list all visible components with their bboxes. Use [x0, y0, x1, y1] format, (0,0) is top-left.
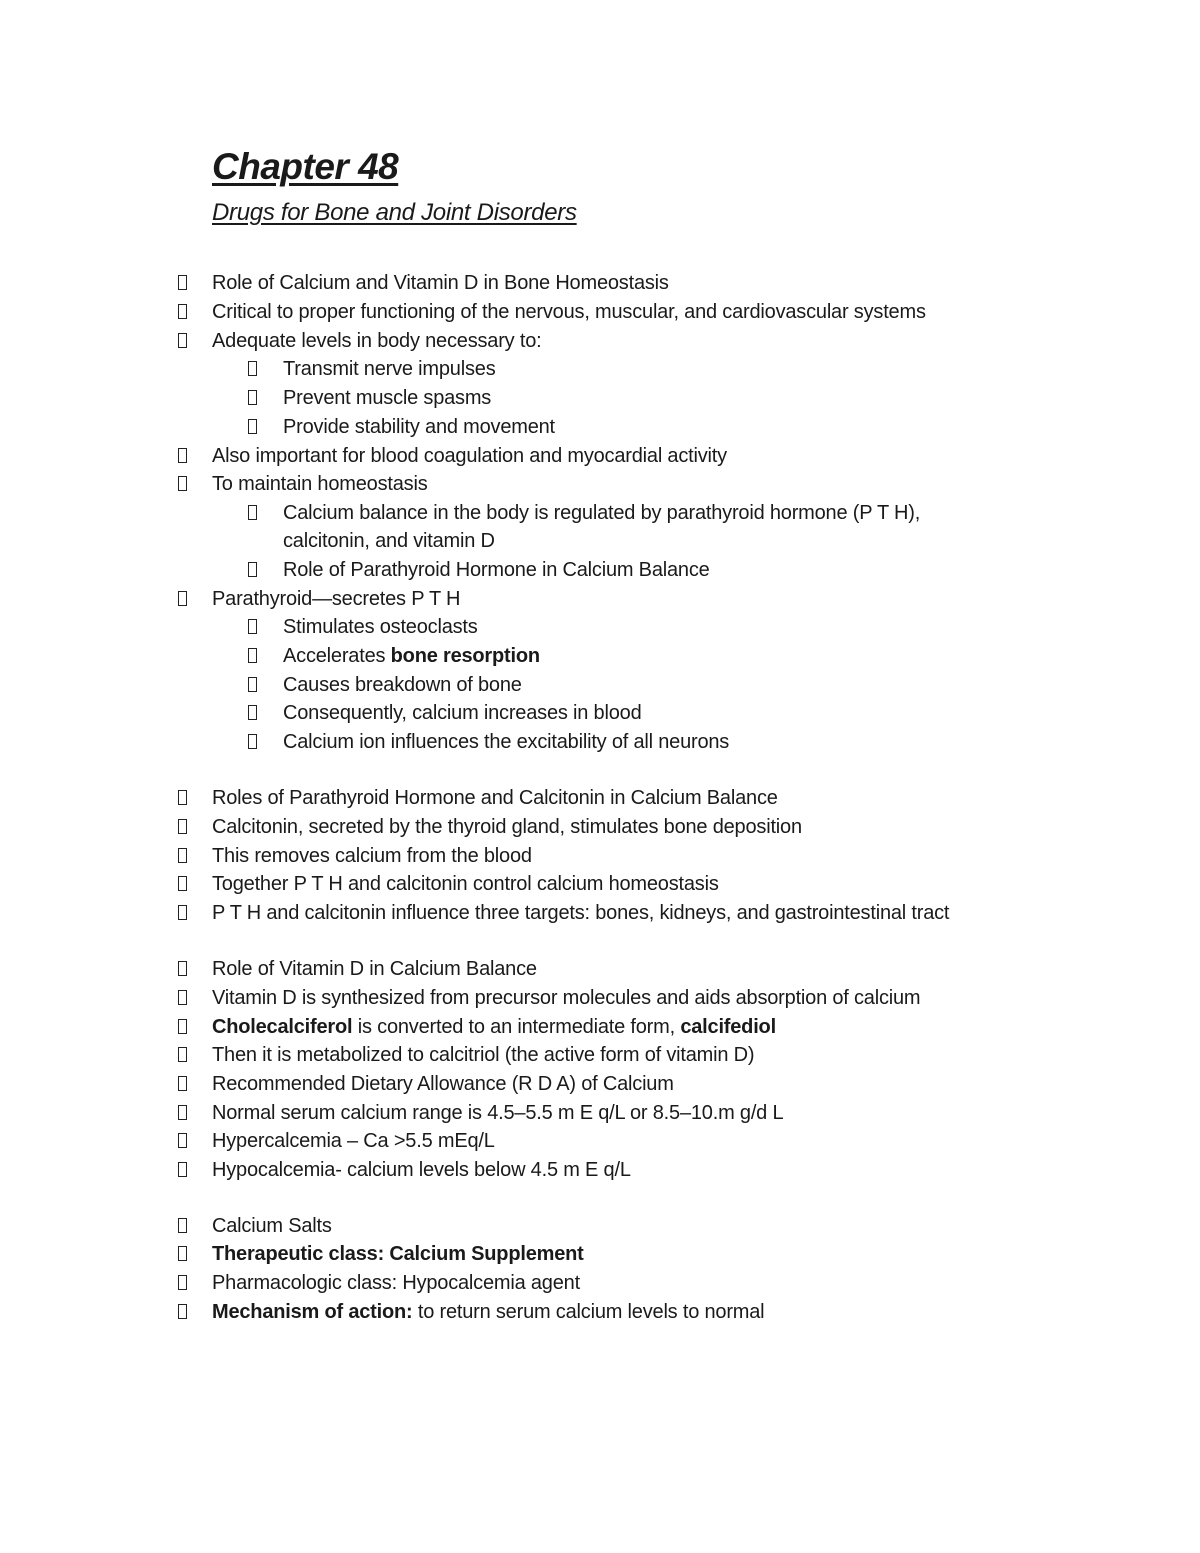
list-item — [212, 299, 926, 325]
bullet-icon — [248, 734, 257, 749]
bullet-icon — [248, 419, 257, 434]
bullet-icon — [178, 448, 187, 463]
list-item — [283, 614, 478, 640]
bullet-icon — [178, 476, 187, 491]
item-text: Role of Vitamin D in Calcium Balance — [212, 958, 537, 980]
item-text: Role of Parathyroid Hormone in Calcium Balance — [283, 559, 710, 581]
list-item — [283, 700, 642, 726]
list-item — [212, 270, 669, 296]
list-item — [212, 1299, 764, 1325]
item-text: Hypercalcemia – Ca >5.5 mEq/L — [212, 1130, 495, 1152]
list-item — [283, 643, 540, 669]
item-text: Consequently, calcium increases in blood — [283, 702, 642, 724]
bullet-icon — [178, 1105, 187, 1120]
bold-text: Cholecalciferol — [212, 1016, 353, 1038]
item-text: Adequate levels in body necessary to: — [212, 330, 542, 352]
list-item — [212, 328, 541, 354]
list-item — [212, 900, 949, 926]
list-item — [212, 1157, 631, 1183]
list-item — [212, 1241, 584, 1267]
list-item — [212, 1042, 754, 1068]
list-item — [212, 1100, 783, 1126]
item-text: Calcium ion influences the excitability of all neurons — [283, 731, 730, 753]
bullet-icon — [178, 591, 187, 606]
list-item — [283, 528, 495, 554]
item-text: Roles of Parathyroid Hormone and Calcitonin in Calcium Balance — [212, 787, 778, 809]
bullet-icon — [178, 819, 187, 834]
item-text: Transmit nerve impulses — [283, 358, 496, 380]
list-item — [212, 814, 802, 840]
bullet-icon — [178, 304, 187, 319]
item-text: Also important for blood coagulation and myocardial activity — [212, 445, 727, 467]
bullet-icon — [248, 648, 257, 663]
bullet-icon — [178, 1019, 187, 1034]
item-text: Calcitonin, secreted by the thyroid gland, stimulates bone deposition — [212, 816, 802, 838]
bullet-icon — [248, 677, 257, 692]
item-text: Recommended Dietary Allowance (R D A) of Calcium — [212, 1073, 674, 1095]
item-text: To maintain homeostasis — [212, 473, 428, 495]
item-text: P T H and calcitonin influence three targets: bones, kidneys, and gastrointestinal tract — [212, 902, 950, 924]
item-text: Parathyroid—secretes P T H — [212, 588, 461, 610]
item-text: Provide stability and movement — [283, 416, 555, 438]
item-text: is converted to an intermediate form, — [352, 1016, 681, 1038]
bullet-icon — [178, 1304, 187, 1319]
list-item — [212, 843, 532, 869]
bullet-icon — [178, 275, 187, 290]
list-item — [283, 356, 496, 382]
list-item — [283, 414, 555, 440]
item-text: This removes calcium from the blood — [212, 845, 532, 867]
bullet-icon — [248, 619, 257, 634]
bullet-icon — [178, 876, 187, 891]
bullet-icon — [178, 1218, 187, 1233]
list-item — [283, 557, 710, 583]
page-subtitle: Drugs for Bone and Joint Disorders — [212, 199, 577, 226]
item-text: Normal serum calcium range is 4.5–5.5 m E q/L or 8.5–10.m g/d L — [212, 1102, 784, 1124]
bullet-icon — [178, 1246, 187, 1261]
page-title: Chapter 48 — [212, 146, 399, 187]
list-item — [283, 729, 729, 755]
list-item — [212, 956, 537, 982]
bold-text: Mechanism of action: — [212, 1301, 413, 1323]
bullet-icon — [248, 705, 257, 720]
item-text: Critical to proper functioning of the nervous, muscular, and cardiovascular systems — [212, 301, 926, 323]
item-text: Prevent muscle spasms — [283, 387, 492, 409]
item-text: Calcium Salts — [212, 1215, 332, 1237]
item-text: Stimulates osteoclasts — [283, 616, 478, 638]
item-text: Hypocalcemia- calcium levels below 4.5 m E q/L — [212, 1159, 631, 1181]
list-item — [283, 500, 920, 526]
item-text: to return serum calcium levels to normal — [412, 1301, 765, 1323]
item-text: Together P T H and calcitonin control calcium homeostasis — [212, 873, 719, 895]
bold-text: calcifediol — [680, 1016, 776, 1038]
item-text: Calcium balance in the body is regulated by parathyroid hormone (P T H), — [283, 502, 921, 524]
item-text: Accelerates — [283, 645, 391, 667]
list-item — [212, 1128, 495, 1154]
bullet-icon — [248, 390, 257, 405]
bullet-icon — [178, 905, 187, 920]
list-item — [212, 871, 719, 897]
bold-text: Therapeutic class: Calcium Supplement — [212, 1243, 584, 1265]
list-item — [283, 672, 522, 698]
bullet-icon — [248, 562, 257, 577]
bullet-icon — [178, 961, 187, 976]
list-item — [212, 1213, 332, 1239]
bullet-icon — [248, 361, 257, 376]
list-item — [212, 1071, 674, 1097]
bullet-icon — [178, 1076, 187, 1091]
list-item — [212, 785, 778, 811]
bullet-icon — [178, 790, 187, 805]
item-text: Pharmacologic class: Hypocalcemia agent — [212, 1272, 580, 1294]
list-item — [212, 1270, 580, 1296]
bold-text: bone resorption — [390, 645, 540, 667]
item-text: Then it is metabolized to calcitriol (the active form of vitamin D) — [212, 1044, 755, 1066]
item-text: Causes breakdown of bone — [283, 674, 522, 696]
bullet-icon — [178, 848, 187, 863]
bullet-icon — [178, 990, 187, 1005]
bullet-icon — [178, 1275, 187, 1290]
bullet-icon — [178, 333, 187, 348]
list-item — [212, 443, 727, 469]
list-item — [212, 1014, 776, 1040]
item-text: calcitonin, and vitamin D — [283, 530, 495, 552]
bullet-icon — [178, 1162, 187, 1177]
item-text: Role of Calcium and Vitamin D in Bone Homeostasis — [212, 272, 669, 294]
list-item — [283, 385, 491, 411]
list-item — [212, 586, 460, 612]
bullet-icon — [248, 505, 257, 520]
item-text: Vitamin D is synthesized from precursor molecules and aids absorption of calcium — [212, 987, 921, 1009]
list-item — [212, 985, 920, 1011]
list-item — [212, 471, 428, 497]
bullet-icon — [178, 1047, 187, 1062]
bullet-icon — [178, 1133, 187, 1148]
